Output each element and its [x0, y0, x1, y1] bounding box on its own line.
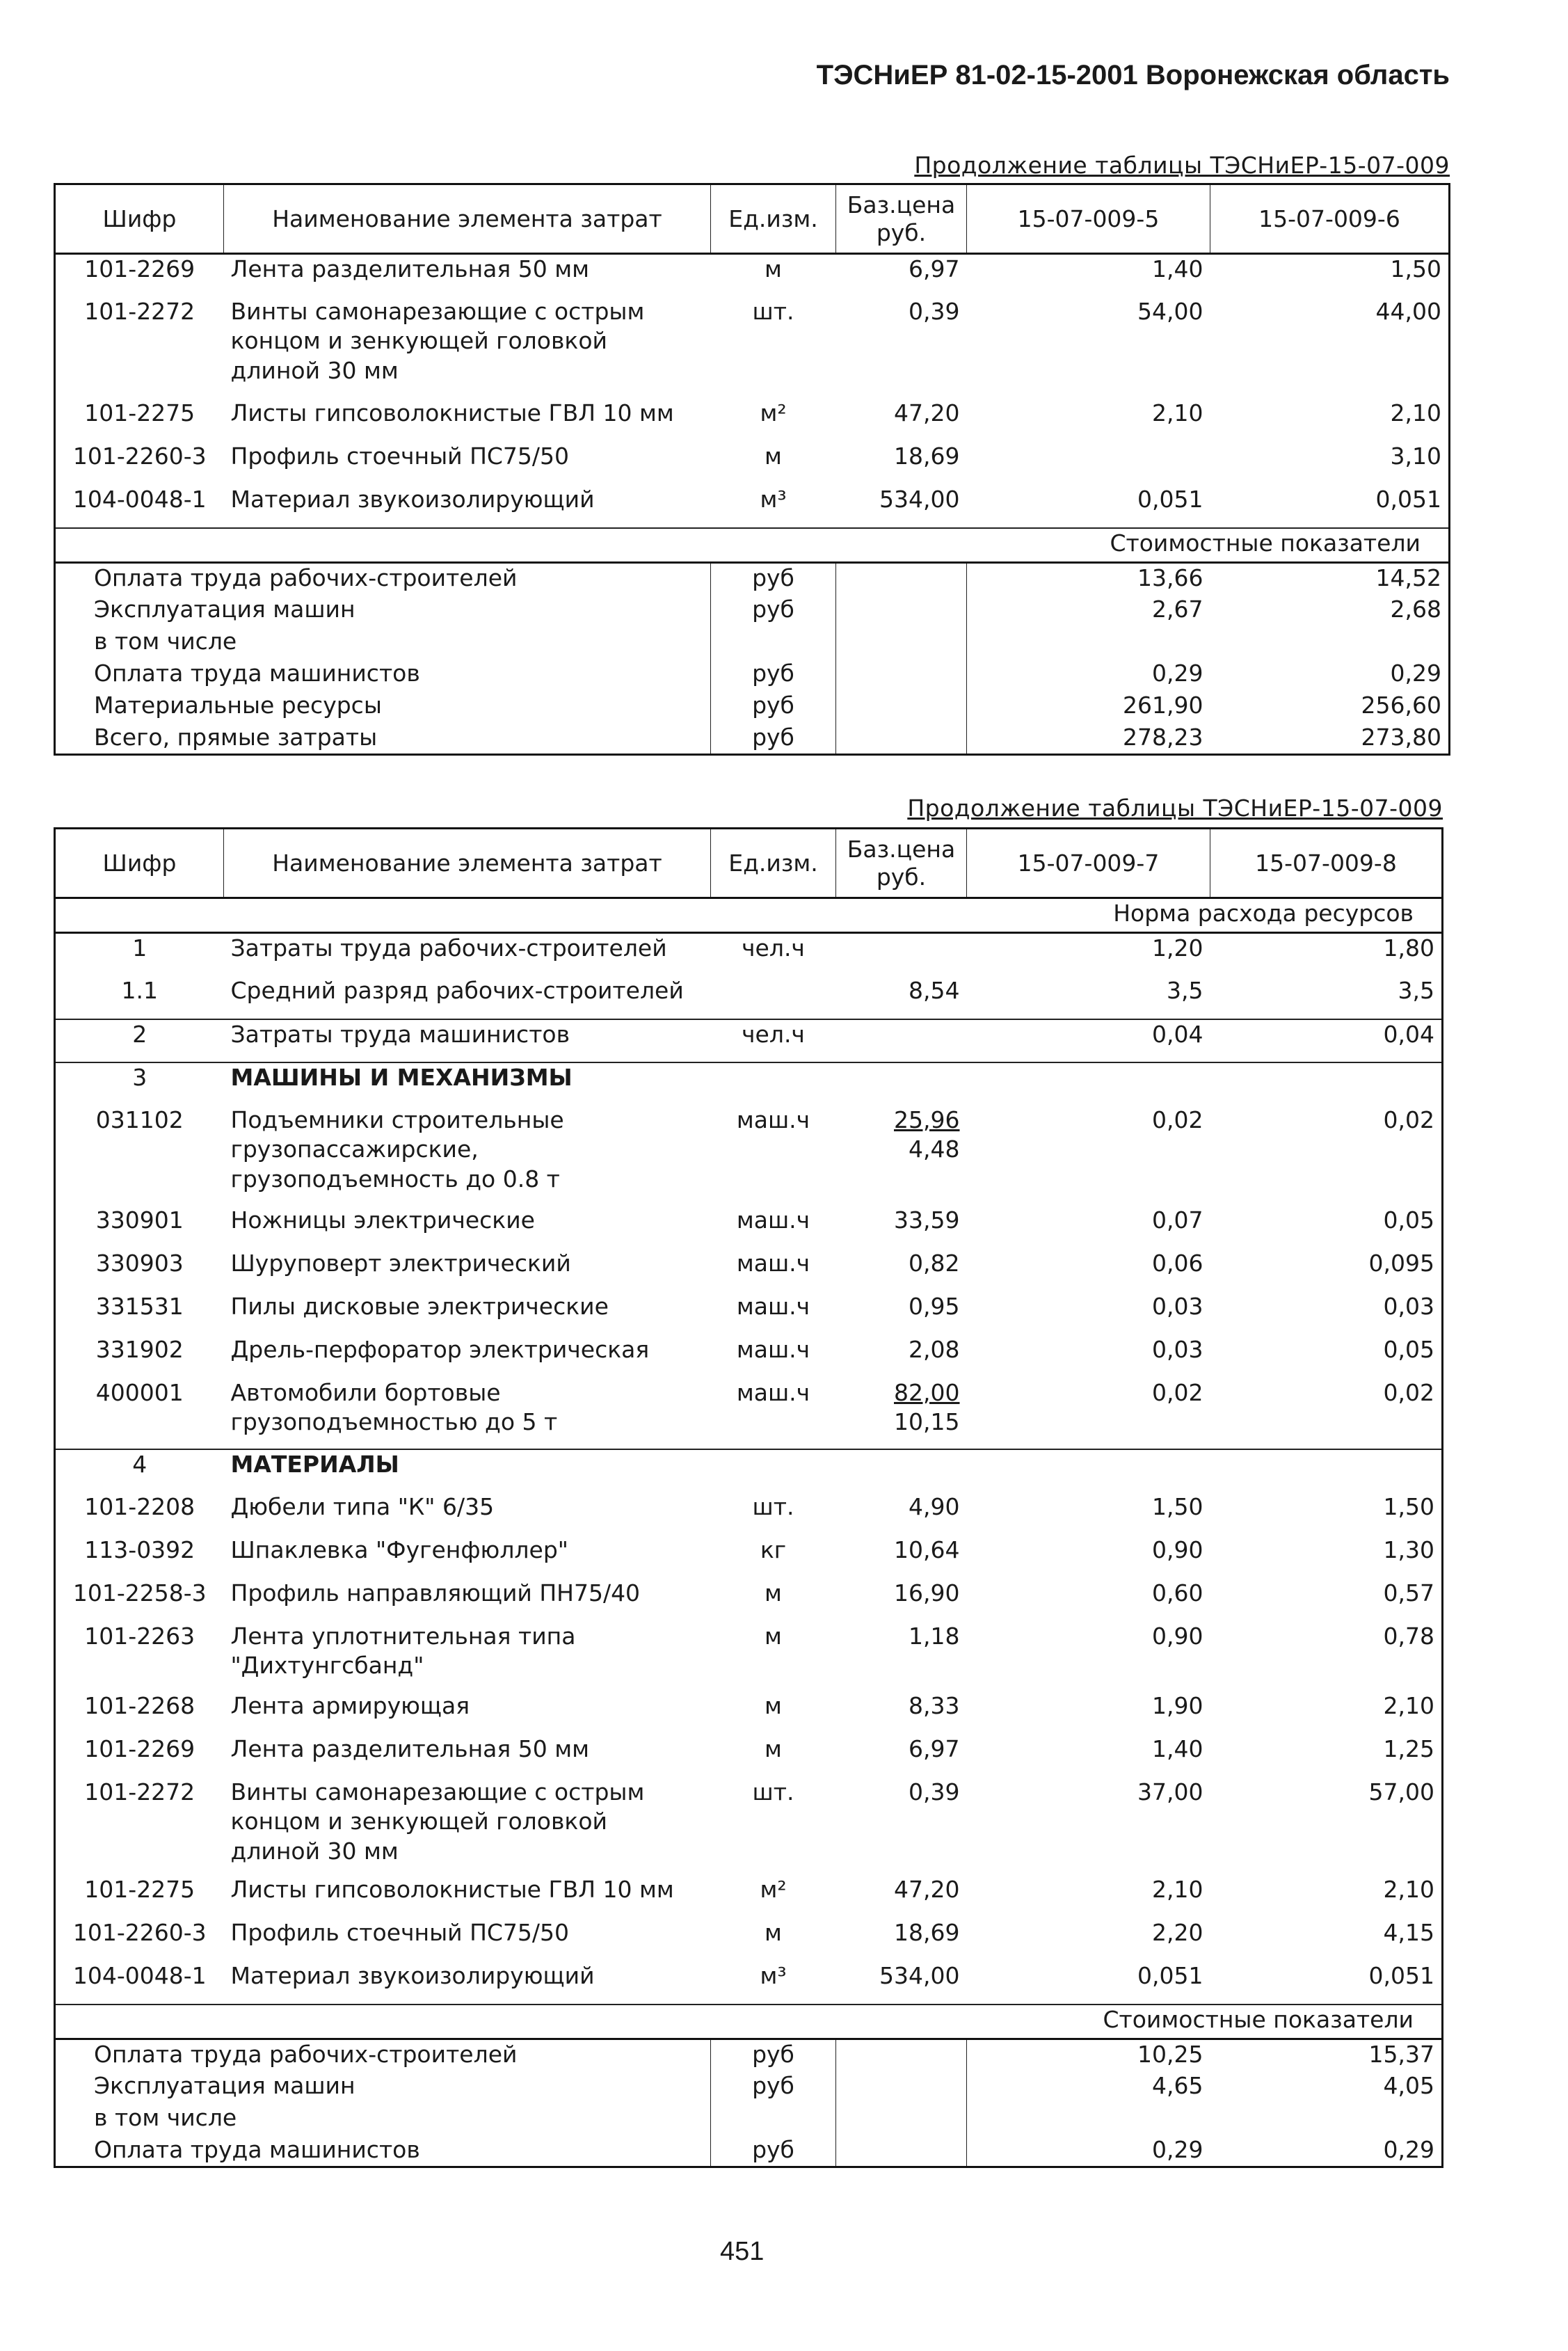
cell-name: Профиль стоечный ПС75/50: [230, 442, 570, 470]
cell-unit: маш.ч: [736, 1106, 810, 1133]
cost-unit: [711, 627, 836, 659]
cell-variant-2: 2,10: [1390, 399, 1441, 427]
cell-variant-2: 1,50: [1390, 255, 1441, 282]
cell-code: 101-2208: [84, 1492, 195, 1520]
cell-variant-1: 0,02: [1152, 1106, 1203, 1133]
cell-variant-2: 1,50: [1383, 1492, 1434, 1520]
cost-value-1: 0,29: [1152, 2135, 1203, 2163]
cell-variant-1: 1,40: [1152, 1735, 1203, 1762]
table2-body: [55, 898, 1443, 2167]
cell-variant-1: 0,07: [1152, 1206, 1203, 1234]
cell-name: Листы гипсоволокнистые ГВЛ 10 мм: [230, 399, 674, 427]
cost-value-2: [1210, 2103, 1443, 2135]
cell-unit: маш.ч: [736, 1249, 810, 1277]
empty-cell: [836, 2135, 967, 2167]
cell-code: 101-2269: [84, 1735, 195, 1762]
cost-unit: руб: [711, 563, 836, 595]
cell-price: 10,64: [894, 1536, 960, 1563]
cost-value-1: [967, 2103, 1210, 2135]
cost-unit: руб: [711, 2071, 836, 2103]
cell-name: Автомобили бортовые грузоподъемностью до 5 т: [230, 1378, 558, 1436]
cell-unit: чел.ч: [711, 1019, 836, 1062]
table-row: [55, 1691, 1443, 1735]
table-row: [55, 1335, 1443, 1378]
cell-unit: м: [765, 442, 782, 470]
empty-cell: [836, 659, 967, 691]
empty-cell: [836, 2103, 967, 2135]
cell-price: [836, 1206, 967, 1249]
table2-caption: Продолжение таблицы ТЭСНиЕР-15-07-009: [907, 795, 1443, 822]
price-value: 0,95: [909, 1292, 960, 1320]
cell-code: 2: [55, 1019, 224, 1062]
cell-name: Листы гипсоволокнистые ГВЛ 10 мм: [230, 1875, 674, 1903]
cost-label: Оплата труда рабочих-строителей: [55, 2039, 711, 2071]
cost-unit: руб: [711, 2135, 836, 2167]
table-row: [55, 1778, 1443, 1875]
cell-code: 331902: [95, 1335, 184, 1363]
cell-variant-2: 0,051: [1375, 485, 1441, 513]
cell-variant-2: 3,5: [1398, 976, 1434, 1004]
cost-value-2: 273,80: [1361, 723, 1441, 751]
cost-value-1: 13,66: [1137, 564, 1203, 591]
cell-name: Винты самонарезающие с острым концом и зенкующей головкой длиной 30 мм: [230, 1778, 645, 1865]
column-header-variant-1: 15-07-009-5: [967, 184, 1210, 254]
cell-variant-2: 2,10: [1383, 1691, 1434, 1719]
cell-variant-2: 4,15: [1383, 1918, 1434, 1946]
cell-name: Материал звукоизолирующий: [230, 485, 595, 513]
cell-code: 101-2275: [84, 1875, 195, 1903]
cell-unit: м³: [760, 485, 787, 513]
price-value: 33,59: [894, 1206, 960, 1234]
cell-price: 4,90: [909, 1492, 960, 1520]
cell-name: Ножницы электрические: [230, 1206, 535, 1234]
cell-code: 101-2275: [84, 399, 195, 427]
resource-table-2: [54, 827, 1443, 2168]
cell-price: [836, 1378, 967, 1449]
cell-code: 1.1: [121, 976, 158, 1004]
cell-name: Дрель-перфоратор электрическая: [230, 1335, 650, 1363]
cell-code: 101-2268: [84, 1691, 195, 1719]
empty-cell: [836, 563, 967, 595]
table-row: [55, 1206, 1443, 1249]
section-title: МАШИНЫ И МЕХАНИЗМЫ: [224, 1062, 711, 1106]
cost-value-1: 261,90: [1123, 691, 1203, 719]
cell-variant-2: 3,10: [1390, 442, 1441, 470]
empty-cell: [836, 1449, 967, 1492]
cost-row: [55, 2039, 1443, 2071]
cost-label: Материальные ресурсы: [55, 691, 711, 723]
cost-label: Всего, прямые затраты: [55, 723, 711, 755]
table-header-row: [55, 184, 1450, 254]
cost-unit: руб: [711, 723, 836, 755]
cell-price: 0,39: [909, 297, 960, 325]
cost-label: Оплата труда машинистов: [55, 2135, 711, 2167]
cell-variant-1: 37,00: [1137, 1778, 1203, 1806]
table-row: [55, 1875, 1443, 1918]
empty-cell: [1210, 1062, 1443, 1106]
cell-unit: м: [765, 1735, 782, 1762]
cell-name: Лента разделительная 50 мм: [230, 1735, 589, 1762]
section-number: 3: [55, 1062, 224, 1106]
empty-cell: [967, 1062, 1210, 1106]
cell-name: Затраты труда машинистов: [224, 1019, 711, 1062]
cell-variant-1: [967, 442, 1210, 485]
price-value: 2,08: [909, 1335, 960, 1363]
cell-unit: шт.: [752, 1778, 794, 1806]
cell-variant-2: 0,095: [1368, 1249, 1434, 1277]
cell-name: Шпаклевка "Фугенфюллер": [230, 1536, 568, 1563]
cost-label: Эксплуатация машин: [55, 2071, 711, 2103]
column-header-name: Наименование элемента затрат: [224, 829, 711, 898]
cell-variant-2: 0,05: [1383, 1206, 1434, 1234]
cost-header-row-label: Стоимостные показатели: [55, 2005, 1443, 2039]
cell-code: 101-2269: [84, 255, 195, 282]
cell-code: 330903: [95, 1249, 184, 1277]
cell-name: Лента уплотнительная типа "Дихтунгсбанд": [230, 1622, 576, 1680]
cell-variant-1: 54,00: [1137, 297, 1203, 325]
page-number: 451: [720, 2237, 765, 2266]
cost-value-1: 4,65: [1152, 2071, 1203, 2099]
cell-variant-1: 0,06: [1152, 1249, 1203, 1277]
empty-cell: [836, 2071, 967, 2103]
cost-value-2: [1210, 627, 1450, 659]
cell-price: 0,39: [909, 1778, 960, 1806]
cell-unit: м: [765, 1918, 782, 1946]
cost-value-1: 10,25: [1137, 2041, 1203, 2068]
cell-variant-1: 3,5: [1167, 976, 1203, 1004]
cell-variant-1: 0,90: [1152, 1622, 1203, 1650]
cell-unit: м: [765, 1691, 782, 1719]
table-row: [55, 1019, 1443, 1062]
section-heading-row: [55, 1449, 1443, 1492]
cell-unit: маш.ч: [736, 1292, 810, 1320]
cost-value-1: 0,29: [1152, 659, 1203, 687]
cost-row: [55, 2103, 1443, 2135]
cost-row: [55, 595, 1450, 627]
cell-unit: м²: [760, 399, 787, 427]
cell-code: 101-2263: [84, 1622, 195, 1650]
table-header-row: [55, 829, 1443, 898]
price-value: 82,00: [894, 1378, 960, 1406]
price-secondary: 10,15: [894, 1408, 960, 1436]
table-row: [55, 1918, 1443, 1961]
cell-unit: м: [765, 1622, 782, 1650]
cell-price: 8,33: [909, 1691, 960, 1719]
resource-table-1: [54, 183, 1450, 756]
cell-variant-1: 0,03: [1152, 1335, 1203, 1363]
cost-unit: руб: [711, 659, 836, 691]
cost-value-2: 0,29: [1390, 659, 1441, 687]
cell-variant-2: 0,051: [1368, 1961, 1434, 1989]
table-row: [55, 1492, 1443, 1536]
cell-unit: [711, 976, 836, 1019]
cell-variant-2: 0,57: [1383, 1579, 1434, 1607]
cost-unit: руб: [711, 2039, 836, 2071]
cost-header-row: [55, 528, 1450, 563]
table-row: [55, 1579, 1443, 1622]
cell-name: Средний разряд рабочих-строителей: [230, 976, 684, 1004]
cost-label: в том числе: [55, 2103, 711, 2135]
cost-label: Эксплуатация машин: [55, 595, 711, 627]
cell-variant-2: 57,00: [1368, 1778, 1434, 1806]
cell-variant-2: 1,25: [1383, 1735, 1434, 1762]
column-header-variant-2: 15-07-009-8: [1210, 829, 1443, 898]
table-row: [55, 976, 1443, 1019]
cell-variant-1: 1,90: [1152, 1691, 1203, 1719]
cell-code: 101-2272: [84, 1778, 195, 1806]
empty-cell: [711, 1449, 836, 1492]
cell-price: 534,00: [879, 1961, 960, 1989]
cell-variant-2: 0,02: [1383, 1106, 1434, 1133]
section-heading-row: [55, 1062, 1443, 1106]
table-row: [55, 1622, 1443, 1691]
cell-price: 18,69: [894, 442, 960, 470]
table1-caption: Продолжение таблицы ТЭСНиЕР-15-07-009: [914, 152, 1450, 179]
document-header-title: ТЭСНиЕР 81-02-15-2001 Воронежская область: [816, 60, 1450, 90]
cost-value-2: 0,29: [1383, 2135, 1434, 2163]
cell-variant-1: 2,20: [1152, 1918, 1203, 1946]
price-value: 0,82: [909, 1249, 960, 1277]
column-header-variant-2: 15-07-009-6: [1210, 184, 1450, 254]
cell-code: 400001: [95, 1378, 184, 1406]
cell-code: 331531: [95, 1292, 184, 1320]
cell-unit: кг: [760, 1536, 787, 1563]
column-header-unit: Ед.изм.: [711, 829, 836, 898]
cell-code: 101-2260-3: [72, 442, 207, 470]
cost-label: Оплата труда машинистов: [55, 659, 711, 691]
cost-value-2: 4,05: [1383, 2071, 1434, 2099]
section-title: МАТЕРИАЛЫ: [224, 1449, 711, 1492]
cell-variant-1: 0,60: [1152, 1579, 1203, 1607]
cost-value-1: 278,23: [1123, 723, 1203, 751]
cell-price: [836, 1106, 967, 1206]
empty-cell: [836, 595, 967, 627]
empty-cell: [967, 1449, 1210, 1492]
cell-name: Винты самонарезающие с острым концом и зенкующей головкой длиной 30 мм: [230, 297, 645, 385]
empty-cell: [836, 723, 967, 755]
cell-code: 101-2272: [84, 297, 195, 325]
table-row: [55, 297, 1450, 399]
table-row: [55, 1536, 1443, 1579]
cell-unit: м³: [760, 1961, 787, 1989]
cell-variant-1: 1,50: [1152, 1492, 1203, 1520]
column-header-price: Баз.цена руб.: [836, 184, 967, 254]
cell-name: Пилы дисковые электрические: [230, 1292, 609, 1320]
cell-code: 101-2260-3: [72, 1918, 207, 1946]
column-header-variant-1: 15-07-009-7: [967, 829, 1210, 898]
cell-name: Лента разделительная 50 мм: [230, 255, 589, 282]
cell-variant-2: 0,04: [1210, 1019, 1443, 1062]
cell-variant-1: 0,04: [967, 1019, 1210, 1062]
cost-unit: [711, 2103, 836, 2135]
cell-variant-1: 1,40: [1152, 255, 1203, 282]
cell-variant-1: 0,03: [1152, 1292, 1203, 1320]
column-header-price: Баз.цена руб.: [836, 829, 967, 898]
cell-variant-2: 0,03: [1383, 1292, 1434, 1320]
cell-price: 1,18: [909, 1622, 960, 1650]
norm-header-row: [55, 898, 1443, 933]
cell-name: Дюбели типа "К" 6/35: [230, 1492, 495, 1520]
cell-variant-1: 0,051: [1137, 485, 1203, 513]
cell-price: [836, 1249, 967, 1292]
cell-price: [836, 933, 967, 976]
cell-variant-1: 1,20: [967, 933, 1210, 976]
cell-name: Шуруповерт электрический: [230, 1249, 571, 1277]
cell-code: 1: [55, 933, 224, 976]
table-row: [55, 933, 1443, 976]
cell-name: Лента армирующая: [230, 1691, 470, 1719]
cell-price: 8,54: [909, 976, 960, 1004]
table-row: [55, 1378, 1443, 1449]
cost-row: [55, 659, 1450, 691]
cell-price: [836, 1292, 967, 1335]
cost-row: [55, 2071, 1443, 2103]
cost-value-2: 256,60: [1361, 691, 1441, 719]
cell-variant-2: 0,78: [1383, 1622, 1434, 1650]
cell-variant-1: 0,02: [1152, 1378, 1203, 1406]
cell-code: 101-2258-3: [72, 1579, 207, 1607]
column-header-name: Наименование элемента затрат: [224, 184, 711, 254]
cell-unit: чел.ч: [711, 933, 836, 976]
cell-unit: шт.: [752, 1492, 794, 1520]
cost-row: [55, 563, 1450, 595]
cell-code: 330901: [95, 1206, 184, 1234]
cost-value-1: [967, 627, 1210, 659]
empty-cell: [711, 1062, 836, 1106]
empty-cell: [836, 627, 967, 659]
cell-variant-1: 0,051: [1137, 1961, 1203, 1989]
cell-variant-2: 2,10: [1383, 1875, 1434, 1903]
cost-header-row: [55, 2005, 1443, 2039]
cost-value-2: 2,68: [1390, 595, 1441, 623]
cell-variant-2: 44,00: [1375, 297, 1441, 325]
cell-variant-2: 1,80: [1210, 933, 1443, 976]
cost-unit: руб: [711, 595, 836, 627]
empty-cell: [836, 691, 967, 723]
cost-header-row-label: Стоимостные показатели: [55, 528, 1450, 563]
table-row: [55, 442, 1450, 485]
table-row: [55, 254, 1450, 297]
cell-unit: шт.: [752, 297, 794, 325]
cell-price: 6,97: [909, 255, 960, 282]
section-number: 4: [55, 1449, 224, 1492]
cell-price: 47,20: [894, 399, 960, 427]
cost-row: [55, 627, 1450, 659]
cell-code: 104-0048-1: [72, 485, 207, 513]
empty-cell: [1210, 1449, 1443, 1492]
cell-price: 534,00: [879, 485, 960, 513]
empty-cell: [836, 1062, 967, 1106]
table1-body: [55, 254, 1450, 755]
cell-variant-1: 2,10: [1152, 399, 1203, 427]
cell-price: [836, 1019, 967, 1062]
cell-price: 16,90: [894, 1579, 960, 1607]
cell-unit: м: [765, 255, 782, 282]
cell-price: 47,20: [894, 1875, 960, 1903]
cell-unit: м: [765, 1579, 782, 1607]
cell-variant-1: 2,10: [1152, 1875, 1203, 1903]
cell-variant-2: 0,02: [1383, 1378, 1434, 1406]
cell-name: Профиль стоечный ПС75/50: [230, 1918, 570, 1946]
cell-price: 6,97: [909, 1735, 960, 1762]
table-row: [55, 1961, 1443, 2005]
cell-price: 18,69: [894, 1918, 960, 1946]
cost-label: в том числе: [55, 627, 711, 659]
cost-row: [55, 723, 1450, 755]
table-row: [55, 399, 1450, 442]
table-row: [55, 1735, 1443, 1778]
column-header-code: Шифр: [55, 184, 224, 254]
cell-name: Профиль направляющий ПН75/40: [230, 1579, 641, 1607]
cell-variant-2: 0,05: [1383, 1335, 1434, 1363]
cell-variant-1: 0,90: [1152, 1536, 1203, 1563]
cost-row: [55, 691, 1450, 723]
cell-name: Материал звукоизолирующий: [230, 1961, 595, 1989]
cell-code: 031102: [95, 1106, 184, 1133]
table-row: [55, 1292, 1443, 1335]
cost-value-2: 14,52: [1375, 564, 1441, 591]
cell-code: 113-0392: [84, 1536, 195, 1563]
cell-name: Затраты труда рабочих-строителей: [224, 933, 711, 976]
cost-unit: руб: [711, 691, 836, 723]
cell-price: [836, 1335, 967, 1378]
table-row: [55, 485, 1450, 528]
cell-code: 104-0048-1: [72, 1961, 207, 1989]
price-value: 25,96: [894, 1106, 960, 1133]
cell-unit: м²: [760, 1875, 787, 1903]
cost-value-1: 2,67: [1152, 595, 1203, 623]
cost-value-2: 15,37: [1368, 2041, 1434, 2068]
cell-unit: маш.ч: [736, 1335, 810, 1363]
cost-label: Оплата труда рабочих-строителей: [55, 563, 711, 595]
table-row: [55, 1249, 1443, 1292]
cell-unit: маш.ч: [736, 1206, 810, 1234]
empty-cell: [836, 2039, 967, 2071]
cost-row: [55, 2135, 1443, 2167]
column-header-unit: Ед.изм.: [711, 184, 836, 254]
cell-variant-2: 1,30: [1383, 1536, 1434, 1563]
column-header-code: Шифр: [55, 829, 224, 898]
norm-header-row-label: Норма расхода ресурсов: [55, 898, 1443, 933]
cell-unit: маш.ч: [736, 1378, 810, 1406]
price-secondary: 4,48: [909, 1135, 960, 1163]
cell-name: Подъемники строительные грузопассажирские, грузоподъемность до 0.8 т: [230, 1106, 564, 1193]
table-row: [55, 1106, 1443, 1206]
